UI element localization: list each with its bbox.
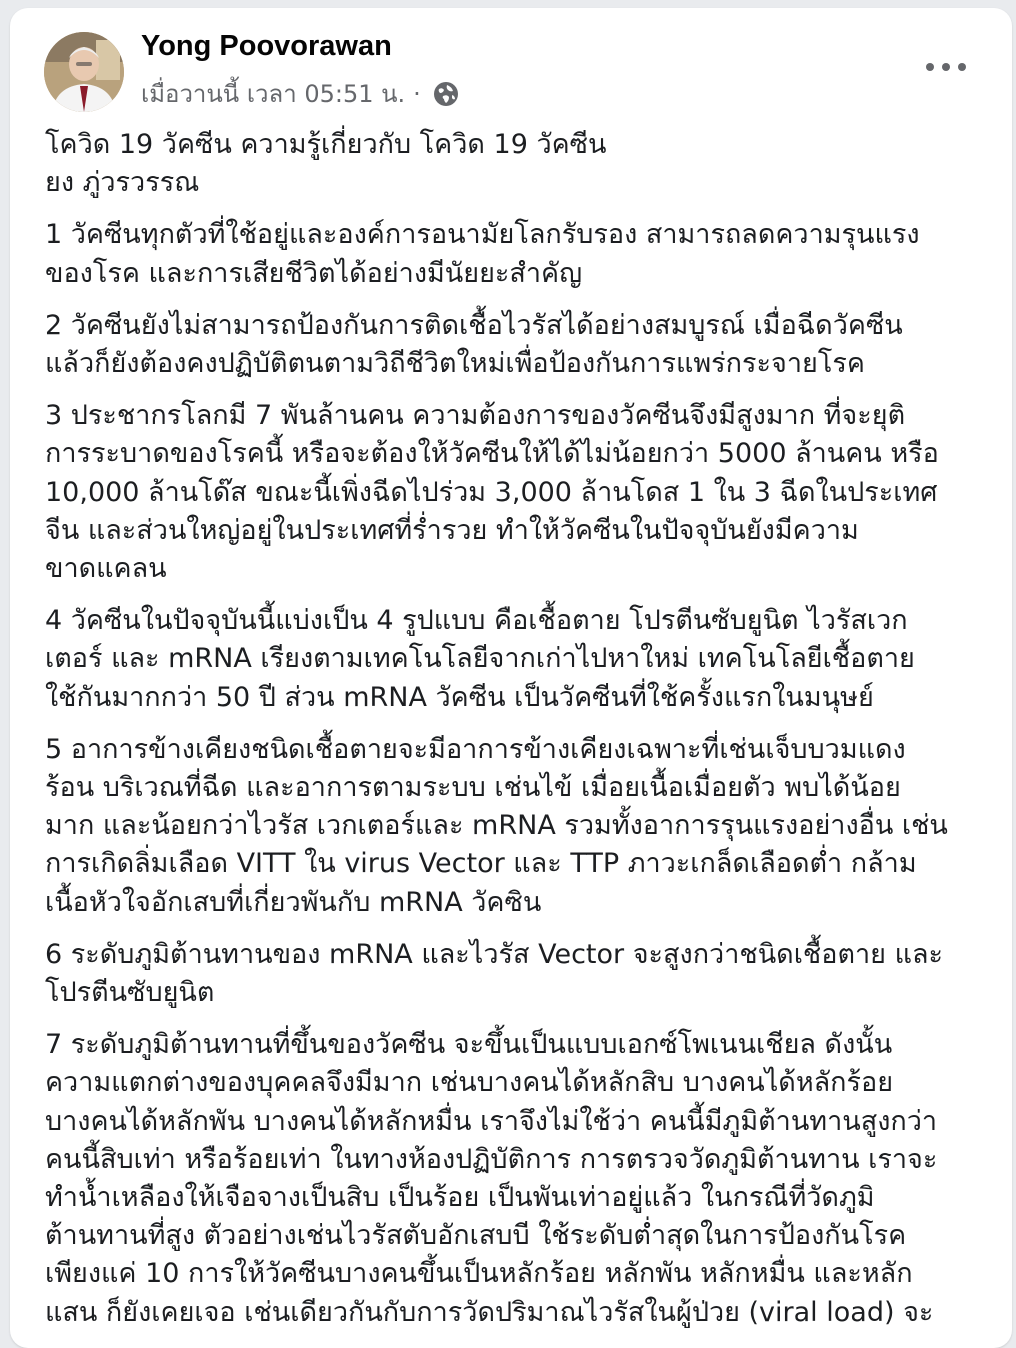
paragraph-4: 4 วัคซีนในปัจจุบันนี้แบ่งเป็น 4 รูปแบบ คือเชื้อตาย โปรตีนซับยูนิต ไวรัสเวก เตอร์ และ mRNA เรียงตามเทคโนโลยีจากเก่าไปหาใหม่ เทคโนโลยีเชื้อตาย ใช้กันมากกว่า 50 ปี ส่วน mRNA วัคซีน เป็นวัคซีนที่ใช้ครั้งแรกในมนุษย์ — [45, 605, 915, 713]
paragraph-7: 7 ระดับภูมิต้านทานที่ขึ้นของวัคซีน จะขึ้นเป็นแบบเอกซ์โพเนนเชียล ดังนั้น ความแตกต่างของบุคคลจึงมีมาก เช่นบางคนได้หลักสิบ บางคนได้หลักร้อย บางคนได้หลักพัน บางคนได้หลักหมื่น เราจึงไม่ใช้ว่า คนนี้มีภูมิต้านทานสูงกว่า คนนี้สิบเท่า หรือร้อยเท่า ในทางห้องปฏิบัติการ การตรวจวัดภูมิต้านทาน เราจะ ทำน้ำเหลืองให้เจือจางเป็นสิบ เป็นร้อย เป็นพันเท่าอยู่แล้ว ในกรณีที่วัดภูมิ ต้านทานที่สูง ตัวอย่างเช่นไวรัสตับอักเสบบี ใช้ระดับต่ำสุดในการป้องกันโรค เพียงแค่ 10 การให้วัคซีนบางคนขึ้นเป็นหลักร้อย หลักพัน หลักหมื่น และหลัก แสน ก็ยังเคยเจอ เช่นเดียวกันกับการวัดปริมาณไวรัสในผู้ป่วย (viral load) จะ — [45, 1029, 938, 1328]
meta-separator: · — [413, 79, 421, 108]
post-card — [10, 8, 1012, 1348]
paragraph-2: 2 วัคซีนยังไม่สามารถป้องกันการติดเชื้อไวรัสได้อย่างสมบูรณ์ เมื่อฉีดวัคซีน แล้วก็ยังต้องคงปฏิบัติตนตามวิถีชีวิตใหม่เพื่อป้องกันการแพร่กระจายโรค — [45, 309, 903, 380]
more-options-button[interactable] — [926, 56, 966, 78]
more-horizontal-icon-dot — [942, 63, 950, 71]
author-name[interactable]: Yong Poovorawan — [141, 30, 392, 62]
paragraph-1: 1 วัคซีนทุกตัวที่ใช้อยู่และองค์การอนามัยโลกรับรอง สามารถลดความรุนแรง ของโรค และการเสียชีวิตได้อย่างมีนัยยะสำคัญ — [45, 219, 920, 289]
post-body — [45, 126, 985, 1346]
more-horizontal-icon-dot — [926, 63, 934, 71]
avatar-photo — [44, 32, 124, 112]
post-meta — [141, 74, 459, 113]
paragraph-5: 5 อาการข้างเคียงชนิดเชื้อตายจะมีอาการข้างเคียงเฉพาะที่เช่นเจ็บบวมแดง ร้อน บริเวณที่ฉีด และอาการตามระบบ เช่นไข้ เมื่อยเนื้อเมื่อยตัว พบได้น้อย มาก และน้อยกว่าไวรัส เวกเตอร์และ mRNA รวมทั้งอาการรุนแรงอย่างอื่น เช่น การเกิดลิ่มเลือด VITT ใน virus Vector และ TTP ภาวะเกล็ดเลือดต่ำ กล้าม เนื้อหัวใจอักเสบที่เกี่ยวพันกับ mRNA วัคซิน — [45, 733, 948, 918]
avatar[interactable] — [44, 32, 124, 112]
more-horizontal-icon-dot — [958, 63, 966, 71]
post-title: โควิด 19 วัคซีน ความรู้เกี่ยวกับ โควิด 19 วัคซีน ยง ภู่วรวรรณ — [45, 129, 607, 199]
post-header — [10, 8, 1012, 118]
post-timestamp[interactable]: เมื่อวานนี้ เวลา 05:51 น. — [141, 80, 406, 108]
paragraph-3: 3 ประชากรโลกมี 7 พันล้านคน ความต้องการของวัคซีนจึงมีสูงมาก ที่จะยุติ การระบาดของโรคนี้ หรือจะต้องให้วัคซีนให้ได้ไม่น้อยกว่า 5000 ล้านคน หรือ 10,000 ล้านโด๊ส ขณะนี้เพิ่งฉีดไปร่วม 3,000 ล้านโดส 1 ใน 3 ฉีดในประเทศ จีน และส่วนใหญ่อยู่ในประเทศที่ร่ำรวย ทำให้วัคซีนในปัจจุบันยังมีความ ขาดแคลน — [45, 400, 939, 585]
globe-icon[interactable] — [433, 81, 459, 107]
paragraph-6: 6 ระดับภูมิต้านทานของ mRNA และไวรัส Vector จะสูงกว่าชนิดเชื้อตาย และ โปรตีนซับยูนิต — [45, 938, 944, 1009]
